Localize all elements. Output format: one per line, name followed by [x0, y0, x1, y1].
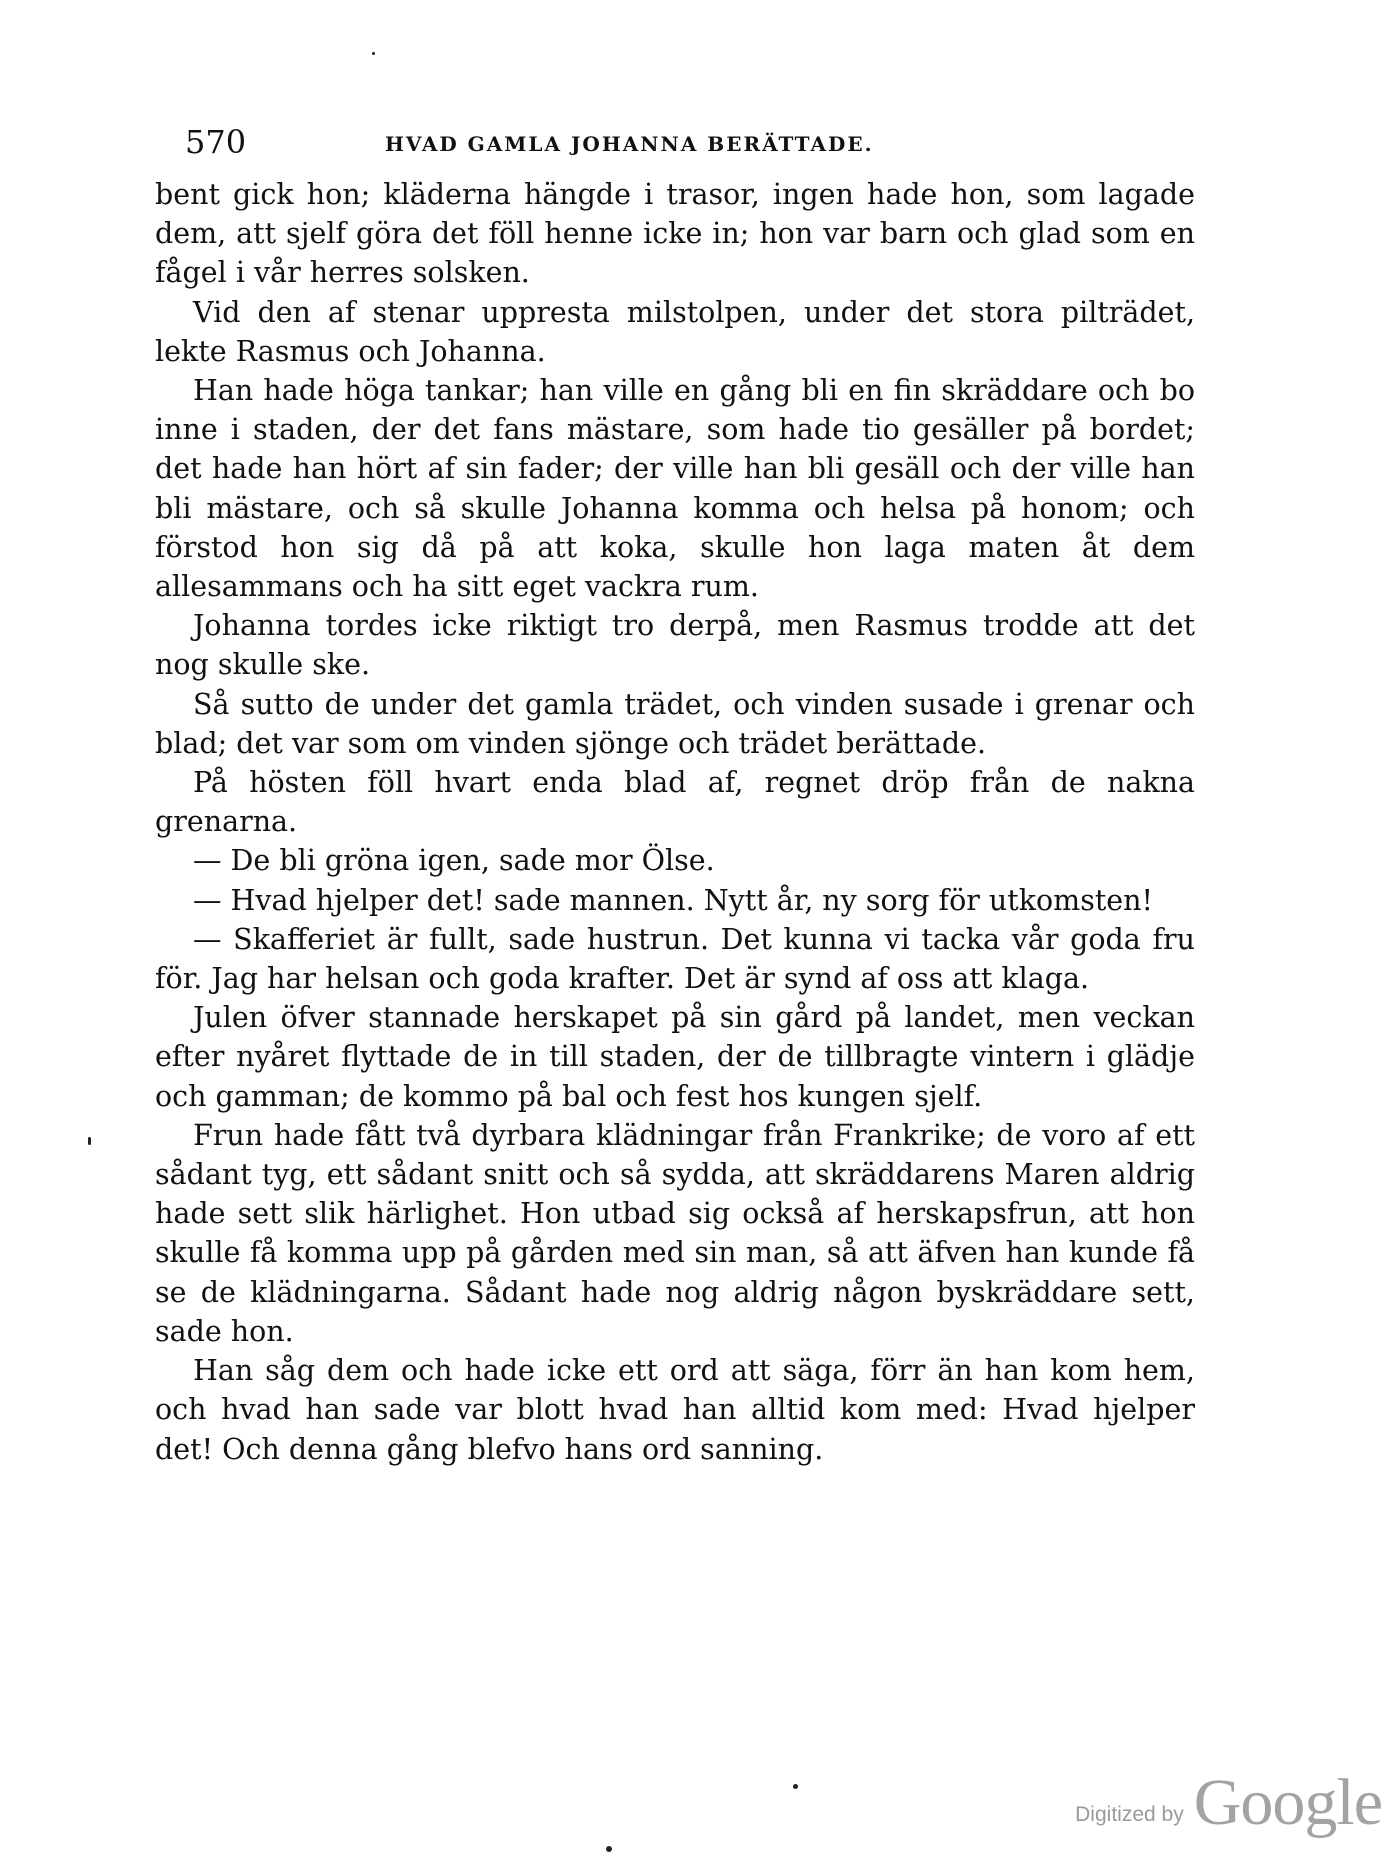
paragraph: Julen öfver stannade herskapet på sin gård på landet, men veckan efter nyåret flyttade de in till staden, der de tillbragte vintern i glädje och gamman; de kommo på bal och fest hos kungen sjelf. [155, 1001, 1195, 1113]
page-number: 570 [185, 123, 247, 161]
running-title: HVAD GAMLA JOHANNA BERÄTTADE. [385, 132, 874, 156]
paragraph: Han hade höga tankar; han ville en gång bli en fin skräddare och bo inne i staden, der det fans mästare, som hade tio gesäller på bordet; det hade han hört af sin fader; der ville han bli gesäll och der ville han bli mästare, och så skulle Johanna komma och helsa på honom; och förstod hon sig då på att koka, skulle hon laga maten åt dem allesammans och ha sitt eget vackra rum. [155, 374, 1195, 604]
page-header [185, 118, 1005, 166]
paragraph: Johanna tordes icke riktigt tro derpå, men Rasmus trodde att det nog skulle ske. [155, 609, 1195, 682]
digitized-by-watermark [1075, 1768, 1382, 1838]
dialogue-line: — Hvad hjelper det! sade mannen. Nytt år, ny sorg för utkomsten! [193, 883, 1153, 917]
text-body [155, 175, 1195, 1765]
dialogue-line: — Skafferiet är fullt, sade hustrun. Det kunna vi tacka vår goda fru för. Jag har helsan och goda krafter. Det är synd af oss att klaga. [155, 922, 1195, 996]
paragraph: Vid den af stenar uppresta milstolpen, under det stora pilträdet, lekte Rasmus och Johanna. [155, 295, 1195, 368]
paragraph: Han såg dem och hade icke ett ord att säga, förr än han kom hem, och hvad han sade var blott hvad han alltid kom med: Hvad hjelper det! Och denna gång blefvo hans ord sanning. [155, 1354, 1195, 1466]
ink-speck [372, 52, 375, 55]
paragraph: Så sutto de under det gamla trädet, och vinden susade i grenar och blad; det var som om vinden sjönge och trädet berättade. [155, 687, 1195, 760]
watermark-prefix: Digitized by [1075, 1803, 1184, 1826]
paragraph-continuation: bent gick hon; kläderna hängde i trasor, ingen hade hon, som lagade dem, att sjelf göra det föll henne icke in; hon var barn och glad som en fågel i vår herres solsken. [155, 178, 1195, 290]
ink-speck [606, 1846, 612, 1852]
google-logo: Google [1193, 1766, 1382, 1839]
paragraph: Frun hade fått två dyrbara klädningar från Frankrike; de voro af ett sådant tyg, ett sådant snitt och så sydda, att skräddarens Maren aldrig hade sett slik härlighet. Hon utbad sig också af herskapsfrun, att hon skulle få komma upp på gården med sin man, så att äfven han kunde få se de klädningarna. Sådant hade nog aldrig någon byskräddare sett, sade hon. [155, 1118, 1195, 1348]
dialogue-line: — De bli gröna igen, sade mor Ölse. [193, 844, 715, 878]
ink-speck [88, 1137, 91, 1145]
paragraph: På hösten föll hvart enda blad af, regnet dröp från de nakna grenarna. [155, 766, 1195, 839]
ink-speck [793, 1784, 798, 1789]
